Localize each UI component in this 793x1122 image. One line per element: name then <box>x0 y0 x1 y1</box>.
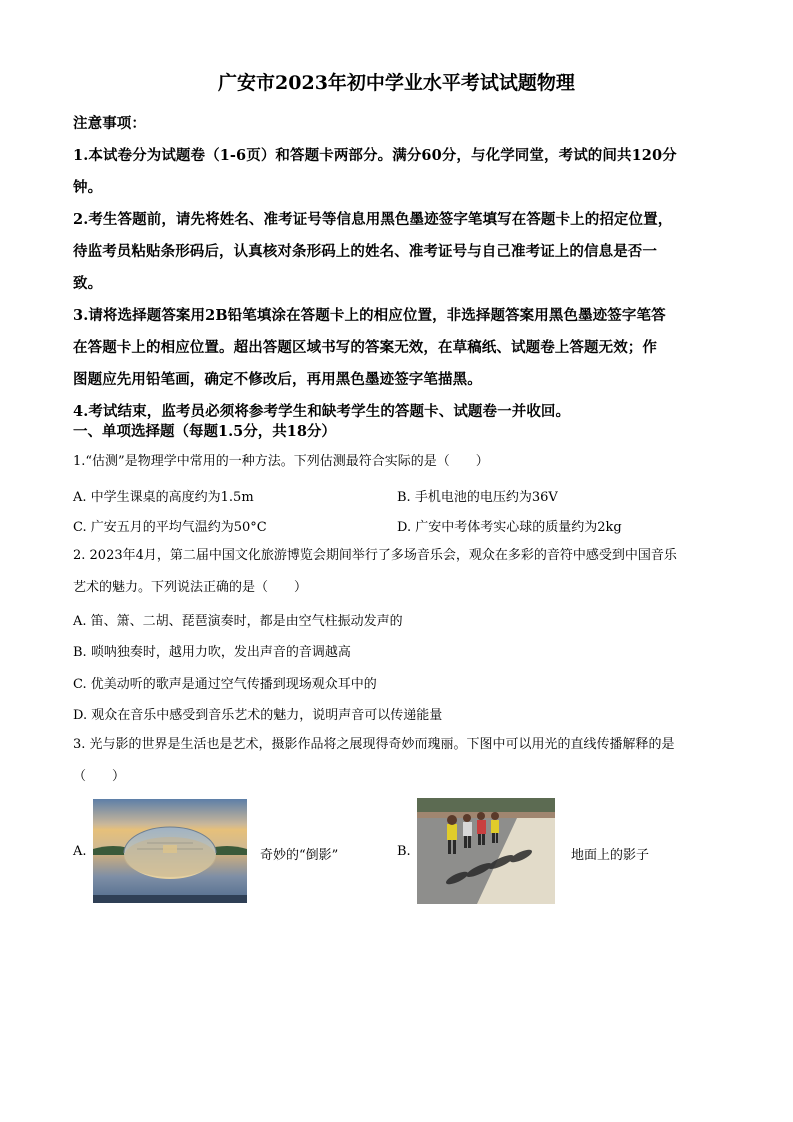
opera-house-reflection-photo <box>93 799 247 903</box>
notes-heading: 注意事项： <box>73 115 146 132</box>
notes-line: 图题应先用铅笔画，确定不修改后，再用黑色墨迹签字笔描黑。 <box>73 371 482 388</box>
notes-line: 1.本试卷分为试题卷（1-6页）和答题卡两部分。满分60分，与化学同堂，考试的间共120分 <box>73 147 677 164</box>
section-heading: 一、单项选择题（每题1.5分，共18分） <box>73 423 336 440</box>
q1-option-d: D. 广安中考体考实心球的质量约为2kg <box>397 520 622 535</box>
q2-option-a: A. 笛、箫、二胡、琵琶演奏时，都是由空气柱振动发声的 <box>73 614 403 629</box>
notes-line: 在答题卡上的相应位置。超出答题区域书写的答案无效，在草稿纸、试题卷上答题无效；作 <box>73 339 657 356</box>
page-title: 广安市2023年初中学业水平考试试题物理 <box>218 72 575 94</box>
notes-line: 3.请将选择题答案用2B铅笔填涂在答题卡上的相应位置，非选择题答案用黑色墨迹签字笔答 <box>73 307 666 324</box>
q1-option-a: A. 中学生课桌的高度约为1.5m <box>73 490 254 505</box>
q3-option-b-caption: 地面上的影子 <box>571 848 650 863</box>
q2-stem-line: 艺术的魅力。下列说法正确的是（ ） <box>73 579 308 595</box>
q3-option-a-label: A. <box>73 844 87 859</box>
q3-option-b-label: B. <box>397 844 411 859</box>
q1-option-b: B. 手机电池的电压约为36V <box>397 490 558 505</box>
q3-stem-line: 3. 光与影的世界是生活也是艺术，摄影作品将之展现得奇妙而瑰丽。下图中可以用光的直线传播解释的是 <box>73 737 675 752</box>
notes-line: 致。 <box>73 275 103 292</box>
q2-option-c: C. 优美动听的歌声是通过空气传播到现场观众耳中的 <box>73 677 377 692</box>
q2-stem-line: 2. 2023年4月，第二届中国文化旅游博览会期间举行了多场音乐会，观众在多彩的音符中感受到中国音乐 <box>73 548 677 563</box>
children-shadows-photo <box>417 798 555 904</box>
q2-option-b: B. 唢呐独奏时，越用力吹，发出声音的音调越高 <box>73 645 351 660</box>
q3-stem-line: （ ） <box>73 768 126 784</box>
question-2-stem <box>73 540 723 603</box>
question-1-stem: 1.“估测”是物理学中常用的一种方法。下列估测最符合实际的是（ ） <box>73 454 489 469</box>
q2-option-d: D. 观众在音乐中感受到音乐艺术的魅力，说明声音可以传递能量 <box>73 708 443 723</box>
notes-line: 2.考生答题前，请先将姓名、准考证号等信息用黑色墨迹签字笔填写在答题卡上的招定位置， <box>73 211 673 228</box>
question-3-stem <box>73 729 723 792</box>
q1-option-c: C. 广安五月的平均气温约为50°C <box>73 520 267 535</box>
notes-block <box>73 108 723 428</box>
notes-line: 待监考员粘贴条形码后，认真核对条形码上的姓名、准考证号与自己准考证上的信息是否一 <box>73 243 657 260</box>
q3-option-a-caption: 奇妙的“倒影” <box>260 848 339 863</box>
notes-line: 4.考试结束，监考员必须将参考学生和缺考学生的答题卡、试题卷一并收回。 <box>73 403 571 420</box>
notes-line: 钟。 <box>73 179 103 196</box>
